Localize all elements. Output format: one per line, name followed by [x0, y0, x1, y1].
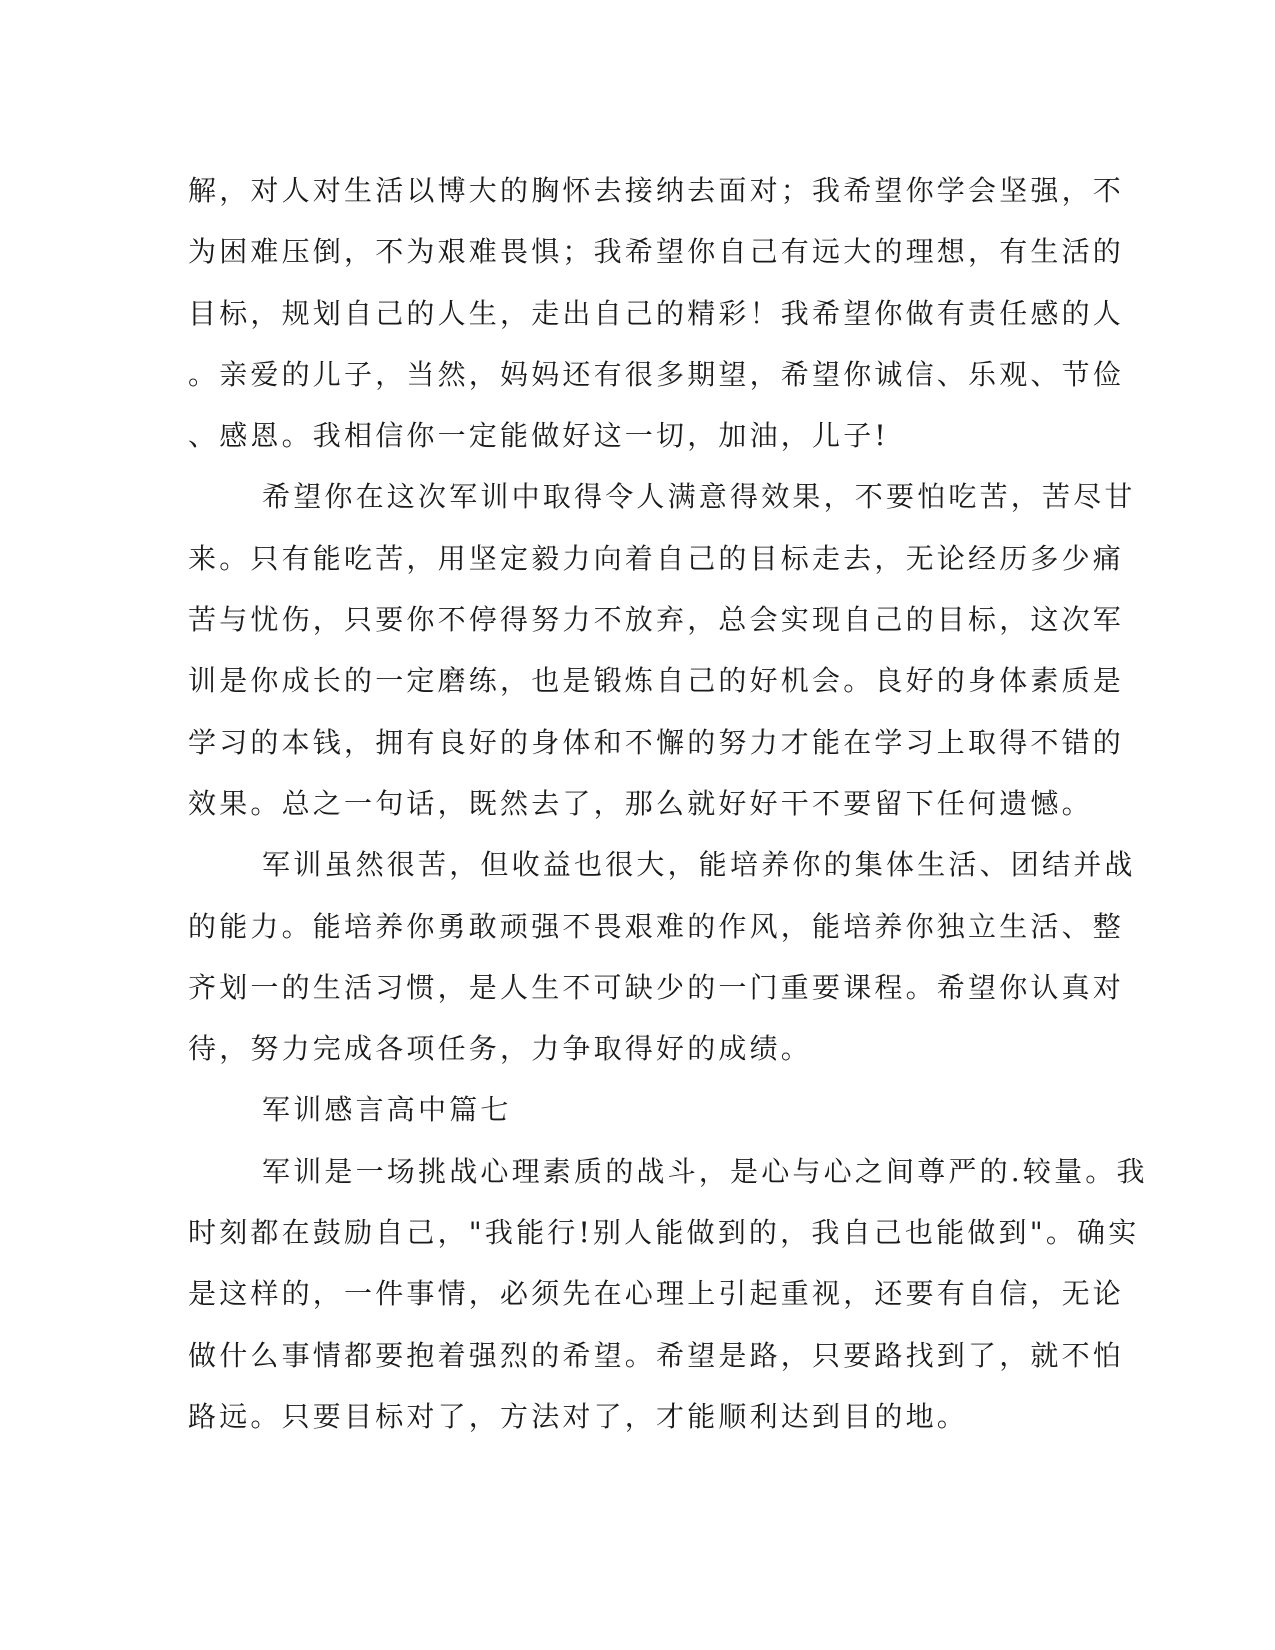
section-heading: 军训感言高中篇七 — [262, 1093, 512, 1127]
text-line: 解，对人对生活以博大的胸怀去接纳去面对；我希望你学会坚强，不 — [188, 174, 1125, 207]
text-line: 的能力。能培养你勇敢顽强不畏艰难的作风，能培养你独立生活、整 — [188, 909, 1125, 943]
text-line: 苦与忧伤，只要你不停得努力不放弃，总会实现自己的目标，这次军 — [188, 603, 1125, 637]
paragraph-start-line: 军训是一场挑战心理素质的战斗，是心与心之间尊严的.较量。我 — [262, 1154, 1148, 1188]
text-line: 。亲爱的儿子，当然，妈妈还有很多期望，希望你诚信、乐观、节俭 — [188, 357, 1125, 391]
text-line: 时刻都在鼓励自己，"我能行!别人能做到的，我自己也能做到"。确实 — [188, 1216, 1140, 1250]
text-line: 为困难压倒，不为艰难畏惧；我希望你自己有远大的理想，有生活的 — [188, 235, 1125, 269]
text-line: 目标，规划自己的人生，走出自己的精彩！我希望你做有责任感的人 — [188, 296, 1125, 330]
document-body — [188, 160, 1148, 1447]
text-line: 效果。总之一句话，既然去了，那么就好好干不要留下任何遗憾。 — [188, 786, 1093, 820]
text-line: 待，努力完成各项任务，力争取得好的成绩。 — [188, 1032, 813, 1066]
text-line: 、感恩。我相信你一定能做好这一切，加油，儿子! — [188, 419, 889, 453]
text-line: 做什么事情都要抱着强烈的希望。希望是路，只要路找到了，就不怕 — [188, 1338, 1125, 1372]
text-line: 来。只有能吃苦，用坚定毅力向着自己的目标走去，无论经历多少痛 — [188, 541, 1125, 575]
text-line: 学习的本钱，拥有良好的身体和不懈的努力才能在学习上取得不错的 — [188, 725, 1125, 759]
paragraph-start-line: 军训虽然很苦，但收益也很大，能培养你的集体生活、团结并战 — [262, 848, 1136, 882]
paragraph-start-line: 希望你在这次军训中取得令人满意得效果，不要怕吃苦，苦尽甘 — [262, 480, 1136, 514]
text-line: 齐划一的生活习惯，是人生不可缺少的一门重要课程。希望你认真对 — [188, 970, 1125, 1004]
text-line: 训是你成长的一定磨练，也是锻炼自己的好机会。良好的身体素质是 — [188, 664, 1125, 698]
text-line: 是这样的，一件事情，必须先在心理上引起重视，还要有自信，无论 — [188, 1277, 1125, 1311]
text-line: 路远。只要目标对了，方法对了，才能顺利达到目的地。 — [188, 1399, 969, 1433]
